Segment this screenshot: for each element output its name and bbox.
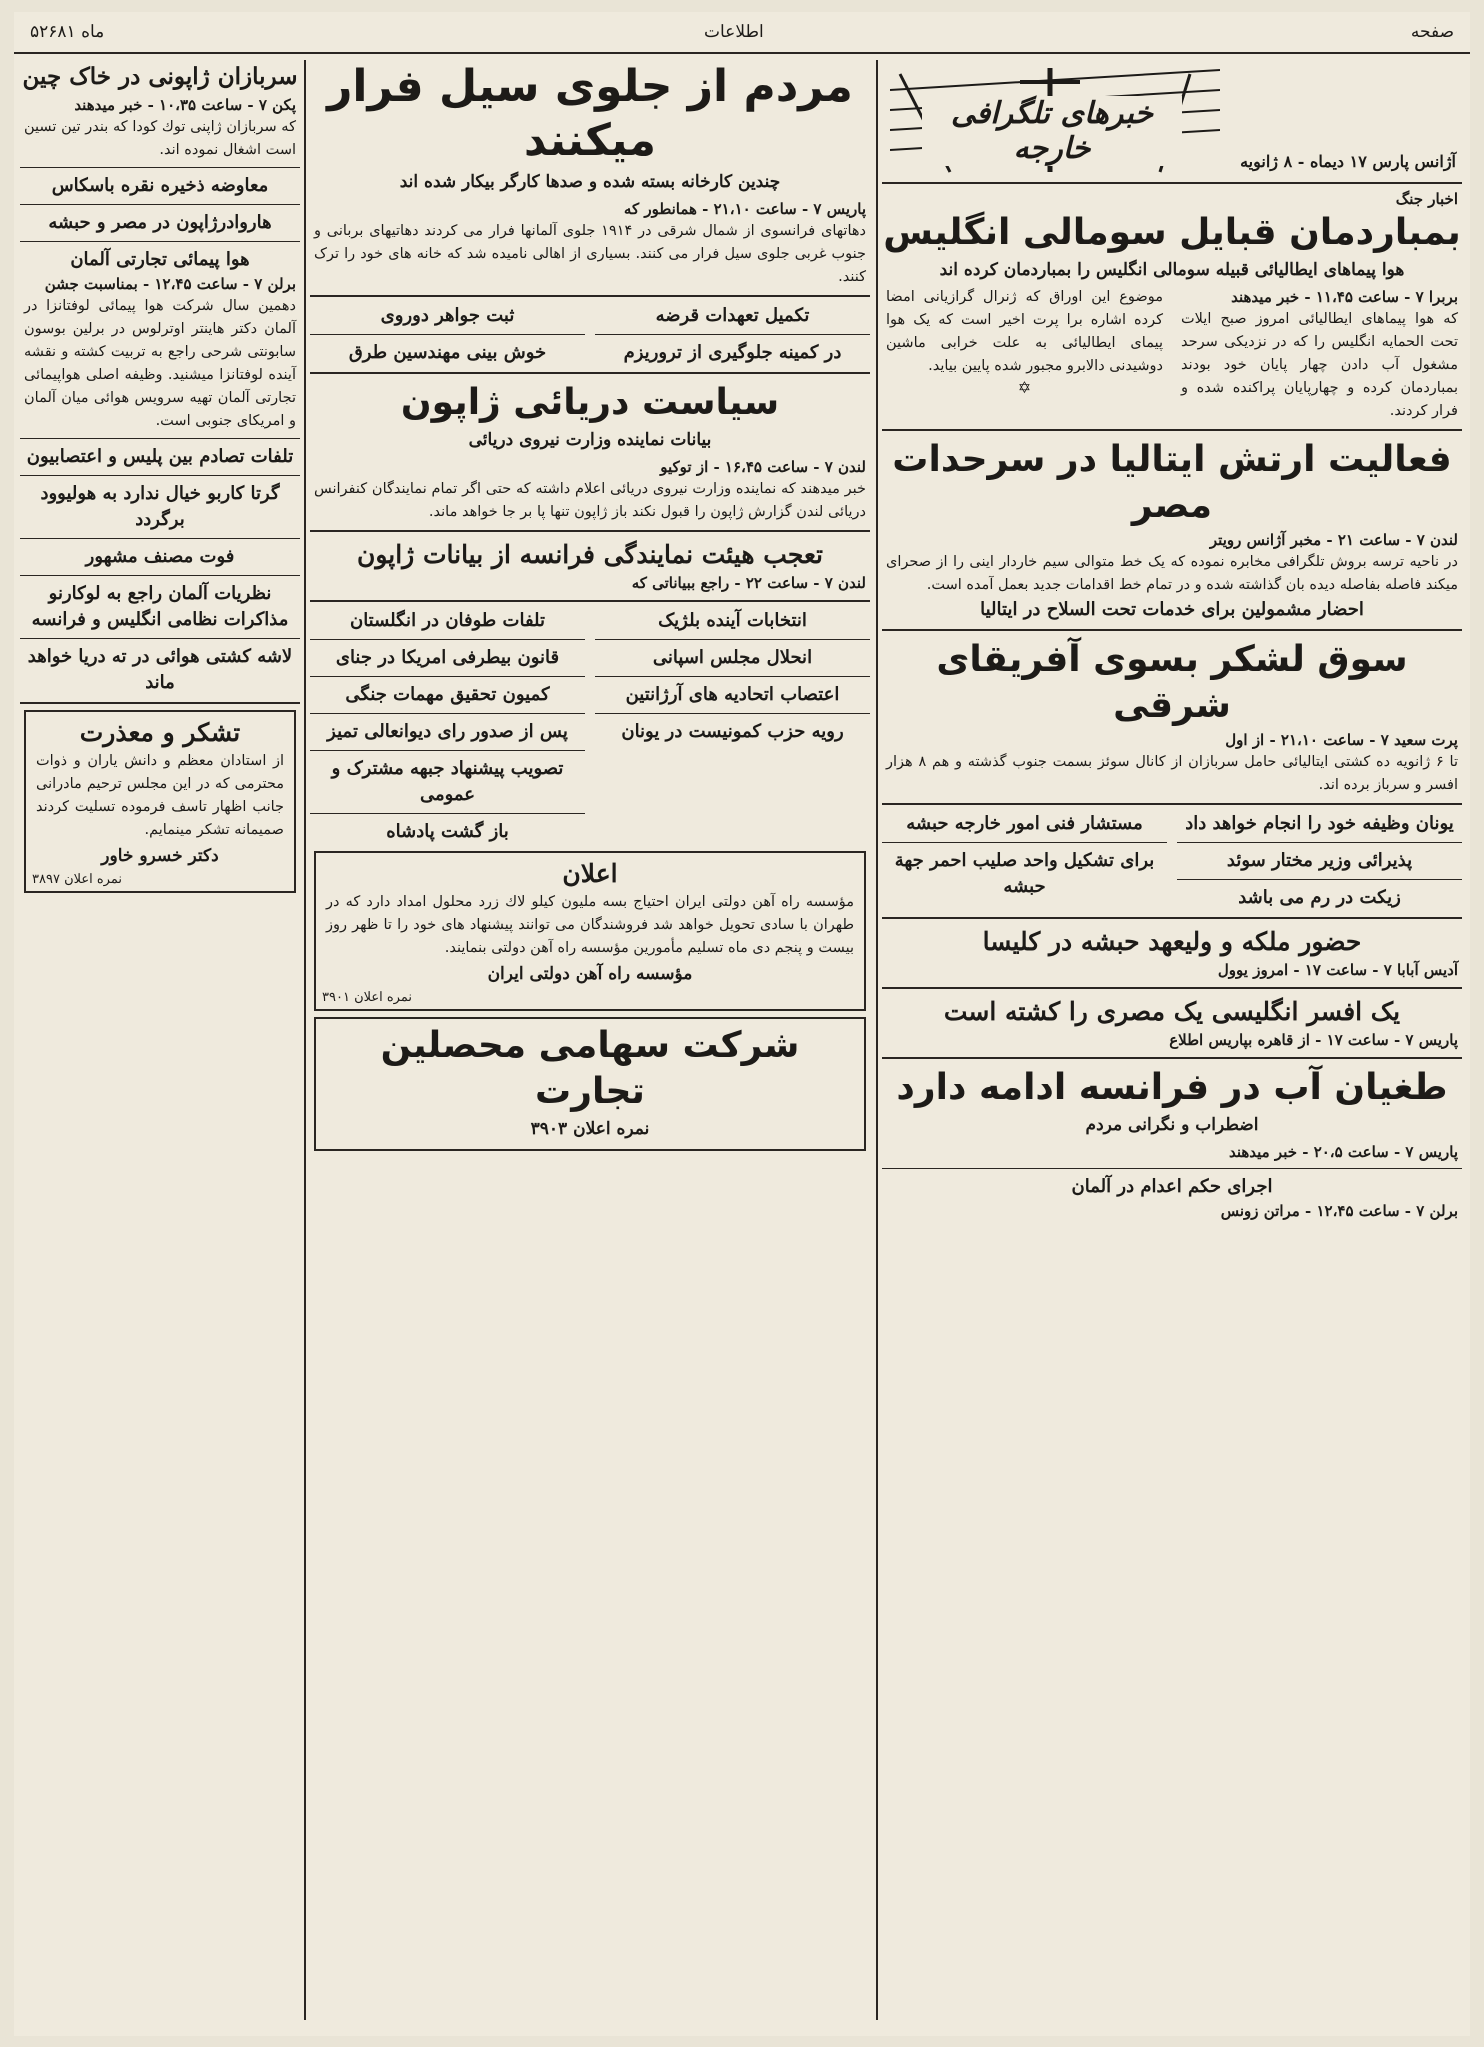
article-egypt-dateline: لندن ۷ - ساعت ۲۱ - مخبر آژانس رویتر xyxy=(1209,531,1458,549)
telegram-banner xyxy=(882,60,1462,184)
brief-belgium-title: انتخابات آینده بلژیک xyxy=(658,610,807,631)
divider xyxy=(20,475,300,476)
header-page-label: صفحه xyxy=(1410,22,1454,42)
company-ad-number: نمره اعلان ۳۹۰۳ xyxy=(530,1119,650,1139)
divider xyxy=(310,372,870,374)
divider xyxy=(20,438,300,439)
divider xyxy=(882,1057,1462,1059)
article-flood-headline: مردم از جلوی سیل فرار میکنند xyxy=(327,61,853,166)
article-church-dateline: آدیس آبابا ۷ - ساعت ۱۷ - امروز یوول xyxy=(1217,961,1458,979)
banner-title: خبرهای تلگرافی خارجه xyxy=(922,96,1182,166)
article-east-africa-body: تا ۶ ژانویه ده کشتی ایتالیائی حامل سربازان از کانال سوئز بسمت جنوب گذشته و هم ۸ هزار افسر و سرباز برده اند. xyxy=(886,754,1458,793)
divider xyxy=(882,917,1462,919)
divider xyxy=(20,638,300,639)
divider xyxy=(310,600,870,602)
article-church-headline: حضور ملکه و ولیعهد حبشه در کلیسا xyxy=(982,927,1362,956)
divider xyxy=(310,295,870,297)
column-rule-right xyxy=(876,60,878,2020)
article-flood-dateline: پاریس ۷ - ساعت ۲۱،۱۰ - همانطور که xyxy=(623,200,866,218)
brief-sweden-title: پذیرائی وزیر مختار سوئد xyxy=(1226,850,1413,871)
brief-argentina-title: اعتصاب اتحادیه های آرژانتین xyxy=(625,684,840,705)
article-china-headline: سربازان ژاپونی در خاک چین xyxy=(22,63,298,90)
article-french-delegation-dateline: لندن ۷ - ساعت ۲۲ - راجع ببیاناتی که xyxy=(631,574,866,592)
brief-garbo-title: گرتا کاربو خیال ندارد به هولیوود برگردد xyxy=(40,483,280,530)
brief-aviation-body: دهمین سال شرکت هوا پیمائی لوفتانزا در آلمان دکتر هاینتر اوترلوس در برلین بوسون سابونتی شرحی راجع به تربیت کشته و نقشه آینده لوفتانزا میشنید. وظیفه اصلی هواپیمائی تجارتی آلمان تهیه سرویس هوائی میان آلمان و امریکای جنوبی است. xyxy=(24,298,296,429)
divider xyxy=(20,167,300,168)
article-officer-headline: یک افسر انگلیسی یک مصری را کشته است xyxy=(943,997,1401,1026)
thanks-ad-number: نمره اعلان ۳۸۹۷ xyxy=(32,872,122,887)
divider xyxy=(882,429,1462,431)
brief-japan-egypt-title: هاروادرژاپون در مصر و حبشه xyxy=(48,212,272,233)
brief-king-title: باز گشت پادشاه xyxy=(386,821,509,842)
right-column xyxy=(882,60,1462,2020)
divider xyxy=(310,334,585,335)
divider xyxy=(595,639,870,640)
article-flood-subheadline: چندین کارخانه بسته شده و صدها کارگر بیکار شده اند xyxy=(399,172,781,192)
brief-greece-title: یونان وظیفه خود را انجام خواهد داد xyxy=(1185,813,1454,834)
article-east-africa-dateline: پرت سعید ۷ - ساعت ۲۱،۱۰ - از اول xyxy=(1225,731,1458,749)
brief-loan-title: تکمیل تعهدات قرضه xyxy=(655,305,810,326)
brief-airship-title: لاشه کشتی هوائی در ته دریا خواهد ماند xyxy=(27,646,293,693)
company-name: شرکت سهامی محصلین تجارت xyxy=(380,1025,800,1112)
article-flood-france-headline: طغیان آب در فرانسه ادامه دارد xyxy=(896,1067,1448,1108)
left-column xyxy=(20,60,300,2020)
divider xyxy=(1177,842,1462,843)
header-paper-name: اطلاعات xyxy=(704,22,764,42)
separator-star-icon: ✡ xyxy=(1017,378,1032,397)
divider xyxy=(1177,879,1462,880)
thanks-headline: تشکر و معذرت xyxy=(79,718,241,747)
brief-red-cross-title: برای تشکیل واحد صلیب احمر جهة حبشه xyxy=(894,850,1155,897)
divider xyxy=(310,713,585,714)
divider xyxy=(20,241,300,242)
divider xyxy=(595,713,870,714)
ad-title: اعلان xyxy=(562,859,618,888)
divider xyxy=(310,676,585,677)
divider xyxy=(882,629,1462,631)
brief-neutrality-title: قانون بیطرفی امریکا در جنای xyxy=(335,647,560,668)
brief-aviation-dateline: برلن ۷ - ساعت ۱۲،۴۵ - بمناسبت جشن xyxy=(44,275,296,293)
brief-engineers-title: خوش بینی مهندسین طرق xyxy=(348,342,547,363)
divider xyxy=(20,538,300,539)
divider xyxy=(882,842,1167,843)
brief-aviation-title: هوا پیمائی تجارتی آلمان xyxy=(70,249,250,270)
brief-munitions-title: کمیون تحقیق مهمات جنگی xyxy=(345,684,550,705)
company-advertisement xyxy=(314,1017,866,1151)
brief-spain-title: انحلال مجلس اسپانی xyxy=(652,647,813,668)
thanks-notice xyxy=(24,710,296,893)
article-somali-headline: بمباردمان قبایل سومالی انگلیس xyxy=(883,212,1461,253)
article-egypt-subhead: احضار مشمولین برای خدمات تحت السلاح در ایتالیا xyxy=(980,599,1364,620)
column-rule-left xyxy=(304,60,306,2020)
railway-advertisement xyxy=(314,851,866,1011)
divider xyxy=(882,987,1462,989)
thanks-body: از استادان معظم و دانش یاران و ذوات محترمی که در این مجلس ترحیم مادرانی جانب اظهار تاسف فرموده تسلیت کردند صمیمانه تشکر مینمایم. xyxy=(36,753,284,838)
brief-front-title: تصویب پیشنهاد جبهه مشترک و عمومی xyxy=(331,758,564,805)
article-naval-body: خبر میدهند که نماینده وزارت نیروی دریائی اعلام داشته که حتی اگر تمام نمایندگان کنفرانس دریائی لندن گزارش ژاپون را قبول نکند باز ژاپون تنها پا بر جا خواهد ماند. xyxy=(314,481,866,520)
divider xyxy=(310,750,585,751)
brief-rome-title: زیکت در رم می باشد xyxy=(1238,887,1401,908)
article-flood-body: دهاتهای فرانسوی از شمال شرقی در ۱۹۱۴ جلوی آلمانها فرار می کردند دهاتیهای بربانی و جنوب غربی جلوی سیل فرار می کنند. بسیاری از اهالی نامیده شد که خانه های خود را ترک کنند. xyxy=(314,223,866,285)
war-news-section: اخبار جنگ xyxy=(1395,190,1458,208)
thanks-signature: دکتر خسرو خاور xyxy=(101,846,219,866)
article-east-africa-headline: سوق لشکر بسوی آفریقای شرقی xyxy=(936,639,1408,726)
brief-court-title: پس از صدور رای دیوانعالی تمیز xyxy=(327,721,568,742)
ad-signature: مؤسسه راه آهن دولتی ایران xyxy=(487,964,693,984)
article-somali-body-2: موضوع این اوراق که ژنرال گرازیانی امضا کرده اشاره برا پرت اخیر است که یک هوا پیمای ایطالیائی به علت خرابی ماشین دوشیدنی دالابرو مجبور شده پایین بیاید. xyxy=(886,289,1163,374)
article-egypt-body: در ناحیه ترسه بروش تلگرافی مخابره نموده که یک خط متوالی سیم خاردار اینی را از صحرای میکند فاصله بفاصله دیده بان گذاشته شده و در تمام خط اقدامات جدید بعمل آمده است. xyxy=(886,554,1458,593)
article-egypt-headline: فعالیت ارتش ایتالیا در سرحدات مصر xyxy=(892,439,1452,526)
article-officer-dateline: پاریس ۷ - ساعت ۱۷ - از قاهره بپاریس اطلاع xyxy=(1169,1031,1458,1049)
middle-column xyxy=(310,60,870,1788)
page-header xyxy=(14,12,1470,54)
article-somali-body: که هوا پیماهای ایطالیائی امروز صبح ایلات تحت الحمایه انگلیس را که در نزدیکی سرحد مشغول آب دادن چهار پایان خود بودند بمباردمان کرده و چهارپایان پراکنده شده و فرار کردند. xyxy=(1181,311,1458,419)
divider xyxy=(595,676,870,677)
divider xyxy=(310,530,870,532)
agency-line: آژانس پارس ۱۷ دیماه - ۸ ژانویه xyxy=(1240,152,1456,171)
divider xyxy=(595,334,870,335)
article-naval-headline: سیاست دریائی ژاپون xyxy=(400,382,780,423)
divider xyxy=(20,575,300,576)
article-naval-dateline: لندن ۷ - ساعت ۱۶،۴۵ - از توکیو xyxy=(660,458,866,476)
article-french-delegation-headline: تعجب هیئت نمایندگی فرانسه از بیانات ژاپون xyxy=(357,540,823,569)
brief-jewels-title: ثبت جواهر دوروی xyxy=(380,305,515,326)
header-date: ۵ماه ۲۶۸۱ xyxy=(30,22,105,42)
article-china-body: که سربازان ژاپنی توك کودا که بندر تین تسین است اشغال نموده اند. xyxy=(24,119,296,158)
brief-greece-communist-title: رویه حزب کمونیست در یونان xyxy=(621,721,844,742)
brief-terrorism-title: در کمینه جلوگیری از تروریزم xyxy=(623,342,842,363)
article-naval-subheadline: بیانات نماینده وزارت نیروی دریائی xyxy=(468,430,712,450)
ad-number: نمره اعلان ۳۹۰۱ xyxy=(322,990,412,1005)
brief-advisor-title: مستشار فنی امور خارجه حبشه xyxy=(906,813,1143,834)
divider xyxy=(882,803,1462,805)
divider xyxy=(310,639,585,640)
newspaper-page xyxy=(14,12,1470,2036)
article-flood-france-subheadline: اضطراب و نگرانی مردم xyxy=(1085,1115,1259,1135)
ad-body: مؤسسه راه آهن دولتی ایران احتیاج بسه ملیون کیلو لاك زرد محلول امداد دارد که در طهران با سادی تحویل خواهد شد فروشندگان می توانند پیشنهاد های خود را تا ظهر روز بیست و پنجم دی ماه تسلیم مأمورین مؤسسه راه آهن دولتی بنمایند. xyxy=(326,894,854,956)
brief-storm-title: تلفات طوفان در انگلستان xyxy=(349,610,546,631)
article-somali-dateline: بربرا ۷ - ساعت ۱۱،۴۵ - خبر میدهند xyxy=(1231,288,1458,306)
divider xyxy=(310,813,585,814)
article-execution-title: اجرای حکم اعدام در آلمان xyxy=(1071,1176,1273,1197)
article-flood-france-dateline: پاریس ۷ - ساعت ۲۰،۵ - خبر میدهند xyxy=(1228,1143,1458,1161)
article-execution-dateline: برلن ۷ - ساعت ۱۲،۴۵ - مراتن زونس xyxy=(1220,1202,1458,1220)
divider xyxy=(20,204,300,205)
divider xyxy=(20,702,300,704)
divider xyxy=(882,1168,1462,1169)
brief-locarno-title: نظریات آلمان راجع به لوکارنو مذاکرات نظامی انگلیس و فرانسه xyxy=(31,583,289,630)
article-china-dateline: پکن ۷ - ساعت ۱۰،۳۵ - خبر میدهند xyxy=(74,96,296,114)
brief-silver-title: معاوضه ذخیره نقره باسکاس xyxy=(51,175,269,196)
brief-strike-title: تلفات تصادم بین پلیس و اعتصابیون xyxy=(26,446,294,467)
brief-author-title: فوت مصنف مشهور xyxy=(85,546,235,567)
article-somali-subheadline: هوا پیماهای ایطالیائی قبیله سومالی انگلیس را بمباردمان کرده اند xyxy=(939,260,1405,280)
